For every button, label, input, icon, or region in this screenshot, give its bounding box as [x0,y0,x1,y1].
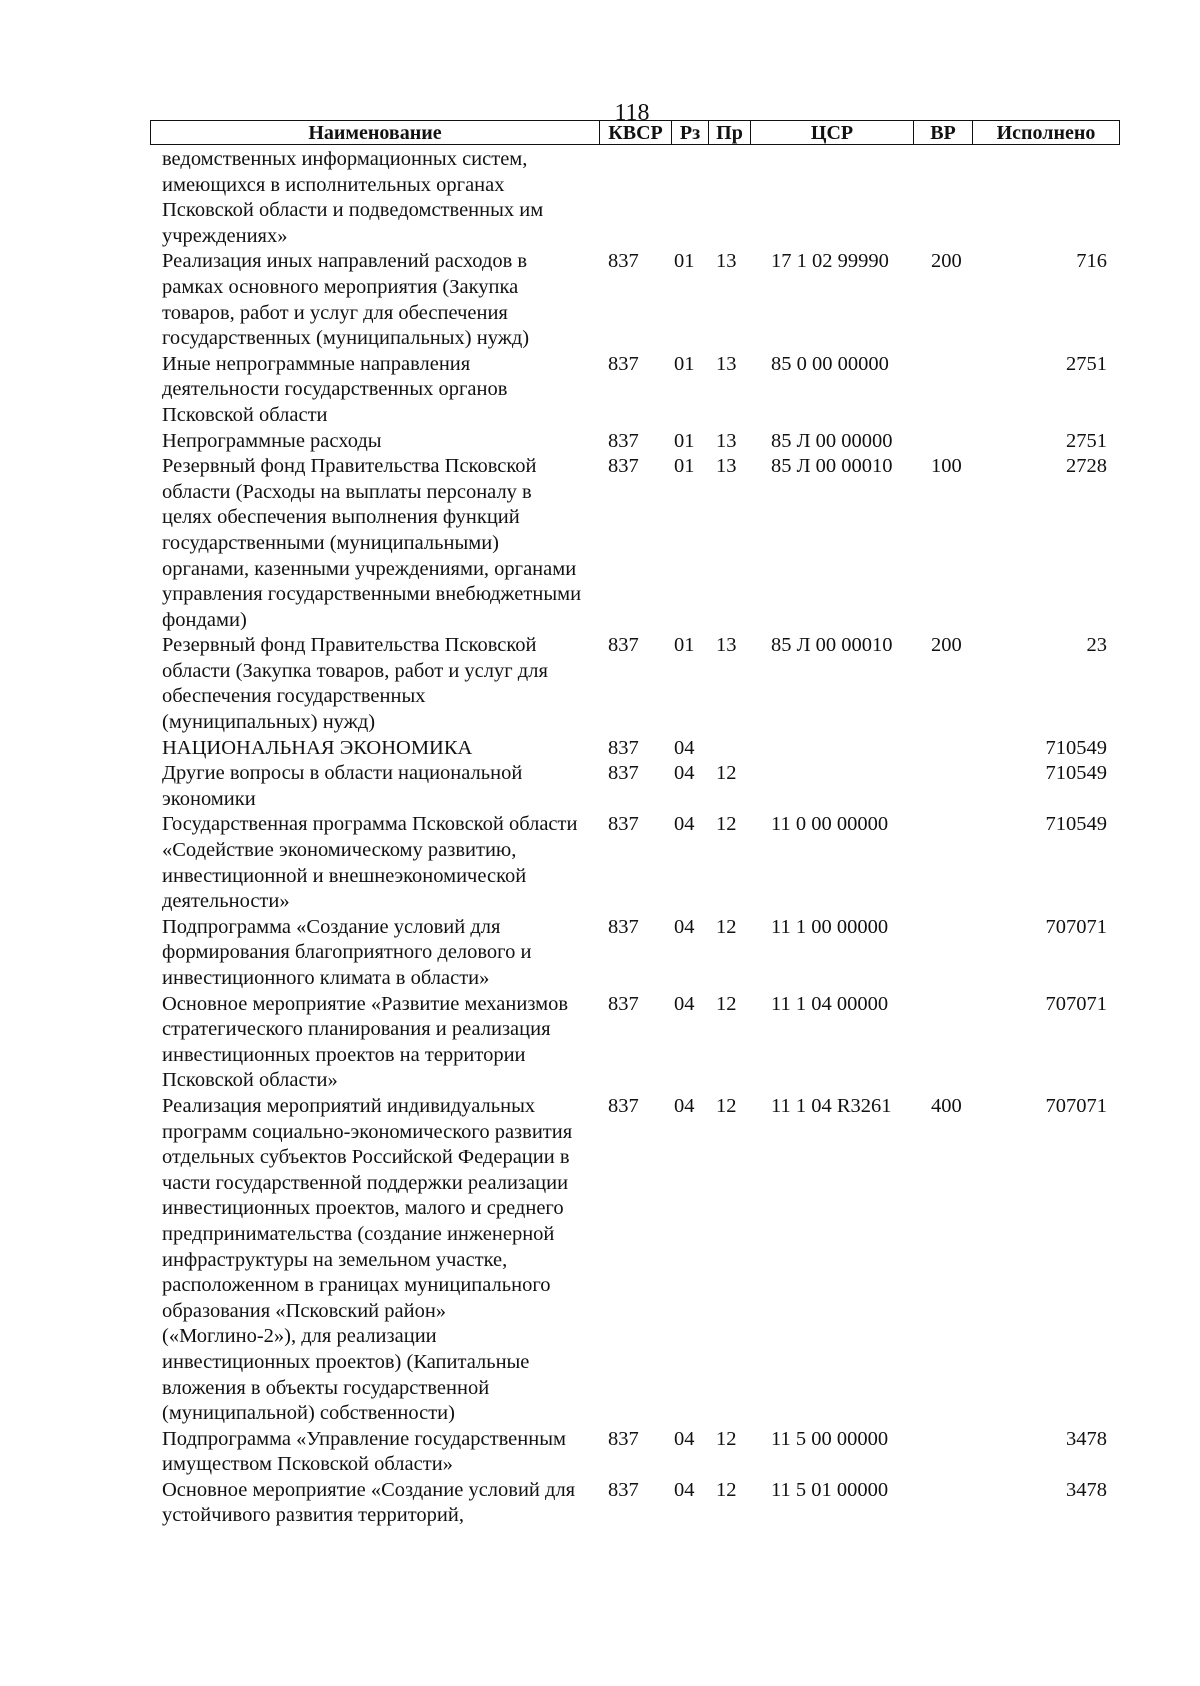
table-row [0,992,1200,1094]
table-row [0,1094,1200,1427]
row-name: Государственная программа Псковской области «Содействие экономическому развитию, инвестиционной и внешнеэкономической деятельности» [162,813,578,913]
row-csr: 11 5 01 00000 [771,1478,889,1501]
table-row [0,736,1200,762]
row-name: Другие вопросы в области национальной экономики [162,762,523,810]
row-pr: 12 [716,992,737,1015]
row-rz: 04 [674,736,695,759]
table-row [0,352,1200,429]
row-kvsr: 837 [608,455,639,478]
row-csr: 11 0 00 00000 [771,813,889,836]
header-pr: Пр [708,121,750,144]
row-csr: 85 0 00 00000 [771,352,889,375]
row-kvsr: 837 [608,250,639,273]
row-csr: 11 1 04 00000 [771,992,889,1015]
row-amount: 3478 [1066,1427,1107,1450]
header-kvsr: КВСР [599,121,671,144]
row-amount: 3478 [1066,1478,1107,1501]
row-csr: 11 1 00 00000 [771,915,889,938]
table-row [0,761,1200,812]
table-row [0,454,1200,633]
row-rz: 04 [674,1478,695,1501]
row-rz: 01 [674,429,695,452]
row-kvsr: 837 [608,992,639,1015]
row-amount: 2751 [1066,429,1107,452]
row-kvsr: 837 [608,1478,639,1501]
row-name: Подпрограмма «Создание условий для формирования благоприятного делового и инвестиционного климата в области» [162,915,532,989]
row-kvsr: 837 [608,1427,639,1450]
row-vr: 200 [931,250,962,273]
row-pr: 12 [716,1427,737,1450]
row-kvsr: 837 [608,429,639,452]
row-vr: 400 [931,1094,962,1117]
row-rz: 01 [674,352,695,375]
row-rz: 04 [674,762,695,785]
row-csr: 85 Л 00 00010 [771,634,893,657]
row-amount: 707071 [1045,992,1107,1015]
row-csr: 11 5 00 00000 [771,1427,889,1450]
row-name: Непрограммные расходы [162,429,382,452]
row-amount: 23 [1086,634,1107,657]
row-pr: 13 [716,429,737,452]
row-kvsr: 837 [608,813,639,836]
table-row [0,249,1200,351]
row-rz: 01 [674,250,695,273]
header-csr: ЦСР [750,121,913,144]
table-row [0,429,1200,455]
table-row [0,1478,1200,1529]
row-name: Иные непрограммные направления деятельности государственных органов Псковской области [162,352,508,426]
row-pr: 12 [716,762,737,785]
row-rz: 01 [674,634,695,657]
row-name: Реализация мероприятий индивидуальных программ социально-экономического развития отдельных субъектов Российской Федерации в части государственной поддержки реализации инвестиционных проектов, малого и среднего предпринимательства (создание инженерной инфраструктуры на земельном участке, расположенном в границах муниципального образования «Псковский район» («Моглино-2»), для реализации инвестиционных проектов) (Капитальные вложения в объекты государственной (муниципальной) собственности) [162,1094,573,1425]
row-kvsr: 837 [608,1094,639,1117]
row-kvsr: 837 [608,736,639,759]
row-csr: 85 Л 00 00000 [771,429,893,452]
header-name: Наименование [308,122,442,144]
row-rz: 04 [674,915,695,938]
row-amount: 2751 [1066,352,1107,375]
header-done: Исполнено [972,121,1119,144]
row-amount: 710549 [1045,813,1107,836]
row-rz: 01 [674,455,695,478]
row-kvsr: 837 [608,352,639,375]
table-row [0,812,1200,914]
row-amount: 710549 [1045,762,1107,785]
row-pr: 13 [716,634,737,657]
table-body [0,147,1200,1529]
row-amount: 716 [1076,250,1107,273]
row-csr: 11 1 04 R3261 [771,1094,892,1117]
row-csr: 85 Л 00 00010 [771,455,893,478]
row-name: Подпрограмма «Управление государственным имуществом Псковской области» [162,1427,566,1476]
header-rz: Рз [671,121,708,144]
header-vr: ВР [913,121,972,144]
row-name: Основное мероприятие «Создание условий для устойчивого развития территорий, [162,1478,576,1527]
row-vr: 100 [931,455,962,478]
row-name: Резервный фонд Правительства Псковской области (Закупка товаров, работ и услуг для обеспечения государственных (муниципальных) нужд) [162,634,548,734]
row-name: ведомственных информационных систем, имеющихся в исполнительных органах Псковской области и подведомственных им учреждениях» [162,148,544,247]
row-rz: 04 [674,1427,695,1450]
row-vr: 200 [931,634,962,657]
row-csr: 17 1 02 99990 [771,250,889,273]
row-name: Резервный фонд Правительства Псковской области (Расходы на выплаты персоналу в целях обеспечения выполнения функций государственными (муниципальными) органами, казенными учреждениями, органами управления государственными внебюджетными фондами) [162,455,582,631]
row-name: Основное мероприятие «Развитие механизмов стратегического планирования и реализация инвестиционных проектов на территории Псковской области» [162,992,569,1092]
row-amount: 2728 [1066,455,1107,478]
row-pr: 12 [716,1478,737,1501]
table-row [0,147,1200,249]
table-row [0,915,1200,992]
row-name: Реализация иных направлений расходов в рамках основного мероприятия (Закупка товаров, работ и услуг для обеспечения государственных (муниципальных) нужд) [162,250,530,350]
row-kvsr: 837 [608,762,639,785]
row-kvsr: 837 [608,915,639,938]
row-pr: 12 [716,915,737,938]
row-name: НАЦИОНАЛЬНАЯ ЭКОНОМИКА [162,736,473,759]
row-rz: 04 [674,992,695,1015]
row-pr: 12 [716,1094,737,1117]
row-pr: 13 [716,455,737,478]
row-rz: 04 [674,1094,695,1117]
row-amount: 710549 [1045,736,1107,759]
row-kvsr: 837 [608,634,639,657]
row-pr: 13 [716,250,737,273]
table-header [150,120,1120,145]
table-row [0,1427,1200,1478]
row-amount: 707071 [1045,915,1107,938]
row-rz: 04 [674,813,695,836]
row-amount: 707071 [1045,1094,1107,1117]
page-number: 118 [614,100,650,126]
row-pr: 12 [716,813,737,836]
row-pr: 13 [716,352,737,375]
table-row [0,633,1200,735]
